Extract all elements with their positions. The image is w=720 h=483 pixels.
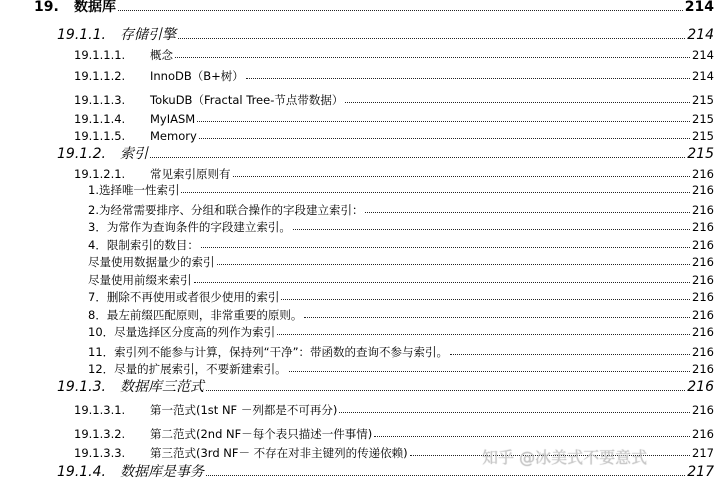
toc-entry-page: 216: [692, 344, 714, 359]
toc-entry-title: 尽量使用数据量少的索引: [88, 254, 215, 269]
toc-entry-page: 216: [692, 237, 714, 252]
toc-entry-title: 8．最左前缀匹配原则，非常重要的原则。: [88, 307, 303, 322]
toc-entry-page: 214: [692, 47, 714, 62]
toc-entry-page: 216: [687, 379, 714, 395]
toc-entry-page: 216: [692, 289, 714, 304]
toc-entry[interactable]: [0, 164, 720, 180]
toc-entry[interactable]: [0, 109, 720, 125]
toc-entry-title: 数据库三范式: [120, 379, 204, 395]
toc-entry-title: 7．删除不再使用或者很少使用的索引: [88, 289, 280, 304]
toc-entry[interactable]: [0, 90, 720, 106]
toc-entry-title: 第一范式(1st NF －列都是不可再分): [150, 402, 338, 417]
toc-entry-title: 12．尽量的扩展索引，不要新建索引。: [88, 361, 287, 376]
toc-entry-title: 存储引擎: [120, 27, 176, 43]
toc-entry-title: 第二范式(2nd NF－每个表只描述一件事情): [150, 426, 373, 441]
toc-entry[interactable]: [0, 359, 720, 375]
zhihu-watermark: 知乎 @冰美式不要意式: [482, 447, 648, 467]
toc-dot-leader: [175, 57, 690, 58]
toc-dot-leader: [339, 412, 690, 413]
toc-entry[interactable]: [0, 305, 720, 321]
toc-entry-number: 19.1.2.1.: [74, 166, 126, 181]
toc-entry-page: 216: [692, 202, 714, 217]
toc-entry[interactable]: [0, 424, 720, 440]
toc-entry-page: 216: [692, 272, 714, 287]
toc-entry-number: 19.1.2.: [57, 146, 106, 162]
toc-entry-page: 216: [692, 307, 714, 322]
toc-entry-title: 尽量使用前缀来索引: [88, 272, 192, 287]
toc-dot-leader: [450, 354, 690, 355]
toc-dot-leader: [289, 371, 690, 372]
toc-entry-page: 216: [692, 182, 714, 197]
toc-entry[interactable]: [0, 26, 720, 42]
toc-entry-title: 常见索引原则有: [150, 166, 231, 181]
toc-entry-number: 19.1.3.: [57, 379, 106, 395]
toc-dot-leader: [233, 176, 691, 177]
toc-entry[interactable]: [0, 200, 720, 216]
toc-entry-number: 19.: [34, 0, 59, 15]
toc-entry-number: 19.1.1.: [57, 27, 106, 43]
toc-entry-page: 216: [692, 166, 714, 181]
toc-dot-leader: [201, 247, 690, 248]
toc-entry[interactable]: [0, 45, 720, 61]
toc-entry-title: 10．尽量选择区分度高的列作为索引: [88, 324, 276, 339]
toc-dot-leader: [304, 317, 690, 318]
toc-entry-page: 216: [692, 361, 714, 376]
toc-entry-number: 19.1.3.3.: [74, 445, 126, 460]
toc-dot-leader: [197, 121, 690, 122]
toc-dot-leader: [365, 212, 690, 213]
toc-dot-leader: [281, 299, 690, 300]
toc-entry-number: 19.1.3.2.: [74, 426, 126, 441]
toc-dot-leader: [206, 390, 685, 391]
toc-entry-page: 215: [687, 146, 714, 162]
toc-entry-title: 4．限制索引的数目：: [88, 237, 199, 252]
toc-entry-number: 19.1.1.2.: [74, 68, 126, 83]
toc-entry[interactable]: [0, 145, 720, 161]
toc-entry[interactable]: [0, 287, 720, 303]
toc-entry-title: 数据库是事务: [120, 464, 204, 480]
toc-entry-title: MyIASM: [150, 111, 196, 126]
toc-entry-page: 217: [692, 445, 714, 460]
toc-dot-leader: [178, 38, 685, 39]
toc-entry-number: 19.1.1.4.: [74, 111, 126, 126]
toc-entry[interactable]: [0, 235, 720, 251]
toc-entry[interactable]: [0, 342, 720, 358]
toc-entry[interactable]: [0, 378, 720, 394]
toc-entry-title: TokuDB（Fractal Tree-节点带数据）: [150, 92, 344, 107]
toc-entry-number: 19.1.3.1.: [74, 402, 126, 417]
toc-entry-page: 216: [692, 426, 714, 441]
toc-entry-page: 215: [692, 92, 714, 107]
toc-entry[interactable]: [0, 217, 720, 233]
toc-entry-title: InnoDB（B+树）: [150, 68, 244, 83]
toc-dot-leader: [150, 157, 685, 158]
toc-entry-title: 3．为常作为查询条件的字段建立索引。: [88, 219, 291, 234]
toc-entry[interactable]: [0, 126, 720, 142]
toc-entry-page: 216: [692, 402, 714, 417]
toc-entry[interactable]: [0, 270, 720, 286]
toc-entry-number: 19.1.4.: [57, 464, 106, 480]
toc-entry-number: 19.1.1.5.: [74, 128, 126, 143]
toc-dot-leader: [217, 264, 691, 265]
toc-entry-page: 216: [692, 219, 714, 234]
toc-entry-title: 2.为经常需要排序、分组和联合操作的字段建立索引：: [88, 202, 364, 217]
toc-dot-leader: [118, 10, 683, 11]
toc-entry-title: Memory: [150, 128, 197, 143]
toc-entry-page: 214: [687, 27, 714, 43]
toc-entry-page: 215: [692, 111, 714, 126]
toc-entry-number: 19.1.1.1.: [74, 47, 126, 62]
toc-entry-page: 216: [692, 254, 714, 269]
toc-dot-leader: [194, 282, 691, 283]
toc-entry-page: 215: [692, 128, 714, 143]
toc-dot-leader: [181, 192, 690, 193]
toc-dot-leader: [199, 138, 690, 139]
toc-entry-number: 19.1.1.3.: [74, 92, 126, 107]
toc-entry-page: 214: [684, 0, 714, 15]
toc-dot-leader: [293, 229, 690, 230]
toc-dot-leader: [374, 436, 690, 437]
toc-entry-title: 11．索引列不能参与计算，保持列“干净”：带函数的查询不参与索引。: [88, 344, 449, 359]
toc-dot-leader: [206, 475, 685, 476]
toc-entry-title: 概念: [150, 47, 173, 62]
toc-entry[interactable]: [0, 0, 720, 14]
toc-entry[interactable]: [0, 400, 720, 416]
toc-dot-leader: [277, 334, 690, 335]
toc-entry[interactable]: [0, 252, 720, 268]
toc-entry-title: 第三范式(3rd NF－ 不存在对非主键列的传递依赖): [150, 445, 408, 460]
toc-entry-page: 217: [687, 464, 714, 480]
toc-dot-leader: [246, 78, 690, 79]
toc-entry[interactable]: [0, 66, 720, 82]
toc-entry[interactable]: [0, 322, 720, 338]
toc-entry[interactable]: [0, 180, 720, 196]
toc-entry-title: 数据库: [74, 0, 116, 15]
toc-entry-page: 214: [692, 68, 714, 83]
toc-dot-leader: [345, 102, 690, 103]
toc-entry-page: 216: [692, 324, 714, 339]
toc-entry-title: 索引: [120, 146, 148, 162]
toc-entry-title: 1.选择唯一性索引: [88, 182, 180, 197]
